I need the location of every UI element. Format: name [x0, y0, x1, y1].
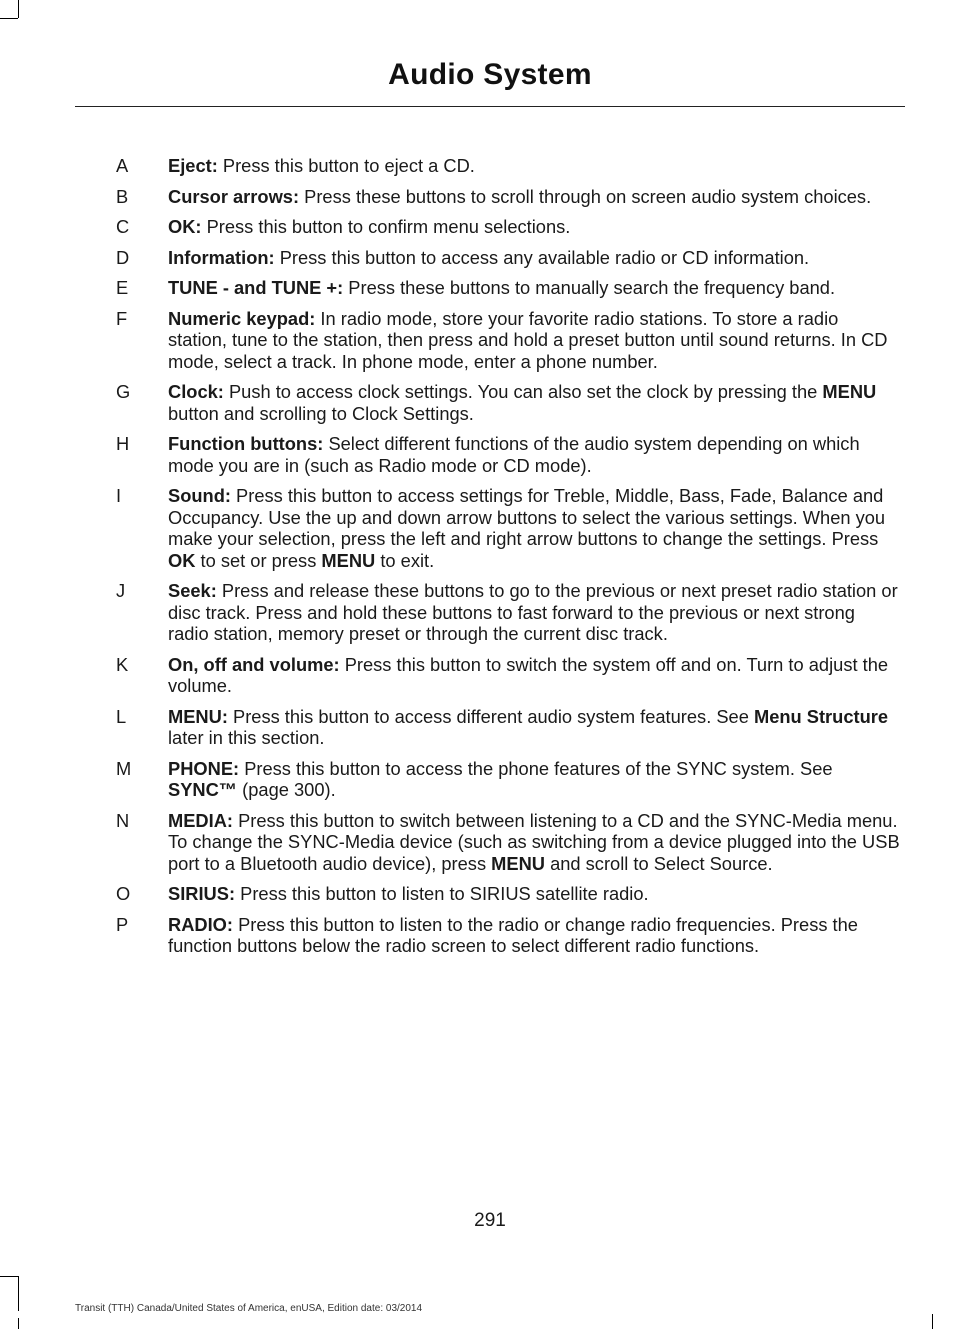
crop-mark-bottom-left-h: [0, 1276, 18, 1277]
item-description: Press and release these buttons to go to the previous or next preset radio station or disc track. Press and hold these buttons to fast forward to the previous or next strong radio station, memory preset or through the current disc track.: [168, 580, 898, 644]
legend-item: [75, 433, 900, 476]
item-letter: M: [116, 757, 132, 779]
item-letter: F: [116, 307, 128, 329]
item-description: and scroll to Select Source.: [545, 852, 773, 874]
item-description: Press this button to access settings for Treble, Middle, Bass, Fade, Balance and Occupancy. Use the up and down arrow buttons to select the various settings. When you make your selection, press the left and right arrow buttons to change the settings. Press: [168, 485, 886, 549]
legend-item: [75, 155, 900, 177]
item-description: Press this button to switch between listening to a CD and the SYNC-Media menu. To change the SYNC-Media device (such as switching from a device plugged into the USB port to a Bluetooth audio device), press: [168, 809, 900, 874]
item-description: Press these buttons to scroll through on screen audio system choices.: [299, 185, 872, 207]
item-description: later in this section.: [168, 727, 325, 748]
item-description: Press this button to access the phone features of the SYNC system. See: [239, 757, 833, 779]
title-rule: [75, 106, 905, 107]
item-emphasis: MENU: [491, 852, 545, 874]
legend-list: [75, 155, 900, 966]
item-letter: O: [116, 883, 131, 904]
page-number: 291: [474, 1210, 506, 1231]
item-text: [168, 308, 900, 373]
item-text: [168, 381, 900, 424]
item-emphasis: OK: [168, 549, 196, 571]
item-letter: H: [116, 433, 130, 454]
item-letter: I: [116, 485, 122, 506]
crop-mark-top-left-h: [0, 18, 18, 19]
item-letter: G: [116, 381, 131, 402]
item-term: Cursor arrows:: [168, 185, 300, 207]
item-letter: C: [116, 216, 130, 237]
legend-item: [75, 186, 900, 208]
item-text: [168, 433, 900, 476]
item-emphasis: MENU: [321, 549, 376, 571]
item-description: Press this button to eject a CD.: [217, 155, 475, 176]
legend-item: [75, 758, 900, 801]
item-description: Press this button to access any available radio or CD information.: [274, 246, 810, 268]
item-letter: E: [116, 277, 129, 298]
item-text: [168, 654, 900, 697]
legend-item: [75, 580, 900, 645]
item-term: Eject:: [168, 155, 218, 176]
item-text: [168, 485, 900, 571]
item-term: MEDIA:: [168, 809, 233, 831]
item-description: Press this button to access different audio system features. See: [227, 705, 754, 727]
item-term: OK:: [168, 216, 202, 237]
item-letter: L: [116, 705, 127, 727]
item-letter: A: [116, 155, 129, 176]
item-emphasis: SYNC™: [168, 779, 238, 800]
item-emphasis: Menu Structure: [753, 705, 889, 727]
item-description: Press these buttons to manually search the frequency band.: [343, 277, 836, 298]
legend-item: [75, 810, 900, 875]
item-description: Press this button to listen to SIRIUS satellite radio.: [235, 883, 649, 904]
item-term: Information:: [168, 246, 275, 268]
item-term: On, off and volume:: [168, 653, 340, 675]
item-description: to set or press: [195, 549, 322, 571]
legend-item: [75, 485, 900, 571]
item-text: [168, 914, 900, 957]
item-description: Press this button to confirm menu selections.: [201, 216, 571, 237]
item-description: In radio mode, store your favorite radio stations. To store a radio station, tune to the station, then press and hold a preset button until sound returns. In CD mode, select a track. In phone mode, enter a phone number.: [168, 307, 888, 372]
item-text: [168, 706, 900, 749]
item-letter: B: [116, 185, 129, 207]
item-term: MENU:: [168, 705, 228, 727]
item-description: (page 300).: [237, 779, 336, 800]
item-text: [168, 216, 900, 238]
crop-mark-top-left: [18, 0, 19, 18]
item-description: Select different functions of the audio system depending on which mode you are in (such as Radio mode or CD mode).: [168, 433, 860, 476]
item-text: [168, 883, 900, 905]
item-letter: J: [116, 580, 126, 601]
crop-mark-bottom-left-short: [18, 1318, 19, 1329]
item-letter: D: [116, 246, 130, 268]
item-term: SIRIUS:: [168, 883, 236, 904]
legend-item: [75, 914, 900, 957]
legend-item: [75, 381, 900, 424]
legend-item: [75, 654, 900, 697]
legend-item: [75, 706, 900, 749]
item-text: [168, 580, 900, 645]
legend-item: [75, 247, 900, 269]
item-letter: K: [116, 653, 129, 675]
item-term: Numeric keypad:: [168, 307, 316, 329]
item-text: [168, 277, 900, 299]
legend-item: [75, 216, 900, 238]
item-term: Seek:: [168, 580, 217, 601]
item-term: Function buttons:: [168, 433, 324, 454]
item-description: Press this button to listen to the radio or change radio frequencies. Press the function buttons below the radio screen to select different radio functions.: [168, 913, 858, 956]
item-term: Clock:: [168, 381, 224, 402]
item-term: RADIO:: [168, 913, 233, 935]
legend-item: [75, 883, 900, 905]
item-text: [168, 758, 900, 801]
item-description: to exit.: [375, 549, 435, 571]
legend-item: [75, 277, 900, 299]
item-term: PHONE:: [168, 757, 240, 779]
item-letter: P: [116, 913, 129, 935]
item-term: Sound:: [168, 485, 231, 506]
item-letter: N: [116, 809, 130, 831]
legend-item: [75, 308, 900, 373]
item-text: [168, 155, 900, 177]
item-description: Press this button to switch the system off and on. Turn to adjust the volume.: [168, 653, 889, 696]
item-emphasis: MENU: [822, 381, 877, 402]
item-description: Push to access clock settings. You can also set the clock by pressing the: [223, 381, 823, 402]
crop-mark-bottom-right: [932, 1314, 933, 1329]
footer-edition: Transit (TTH) Canada/United States of America, enUSA, Edition date: 03/2014: [75, 1303, 423, 1314]
page-title: Audio System: [388, 58, 592, 91]
item-term: TUNE - and TUNE +:: [168, 277, 344, 298]
item-description: button and scrolling to Clock Settings.: [168, 402, 474, 424]
item-text: [168, 810, 900, 875]
item-text: [168, 247, 900, 269]
crop-mark-bottom-left: [18, 1276, 19, 1311]
item-text: [168, 186, 900, 208]
